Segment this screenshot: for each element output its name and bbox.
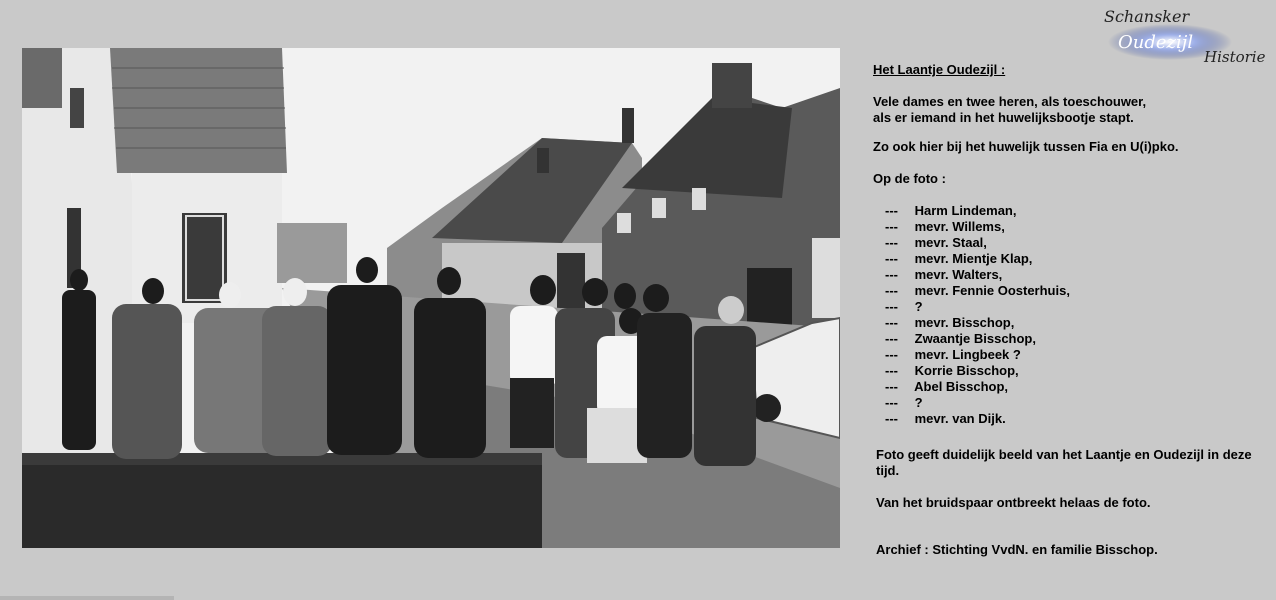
site-logo[interactable] — [1100, 4, 1270, 68]
list-dash: --- — [885, 203, 898, 218]
caption-wedding: Zo ook hier bij het huwelijk tussen Fia en U(i)pko. — [873, 139, 1179, 154]
logo-graphic — [1100, 4, 1270, 68]
photo-icon — [22, 48, 840, 548]
caption-on-photo-label: Op de foto : — [873, 171, 946, 186]
caption-title: Het Laantje Oudezijl : — [873, 62, 1006, 77]
list-dash: --- — [885, 395, 898, 410]
list-dash: --- — [885, 411, 898, 426]
list-item — [873, 315, 1273, 331]
list-dash: --- — [885, 315, 898, 330]
person-name: mevr. Walters, — [914, 267, 1003, 282]
logo-line2: Oudezijl — [1118, 32, 1194, 53]
person-name: mevr. Fennie Oosterhuis, — [914, 283, 1070, 298]
list-item — [873, 235, 1273, 251]
list-dash: --- — [885, 283, 898, 298]
logo-line1: Schansker — [1104, 7, 1190, 26]
list-item — [873, 251, 1273, 267]
person-name: mevr. van Dijk. — [914, 411, 1006, 426]
caption-intro-line1: Vele dames en twee heren, als toeschouwer, — [873, 94, 1147, 109]
person-name: Abel Bisschop, — [914, 379, 1009, 394]
person-name: mevr. Mientje Klap, — [914, 251, 1033, 266]
list-item — [873, 203, 1273, 219]
list-item — [873, 347, 1273, 363]
list-item — [873, 331, 1273, 347]
person-name: mevr. Bisschop, — [914, 315, 1015, 330]
caption-intro-line2: als er iemand in het huwelijksbootje stapt. — [873, 110, 1134, 125]
list-item — [873, 363, 1273, 379]
list-item — [873, 283, 1273, 299]
list-dash: --- — [885, 347, 898, 362]
list-item — [873, 395, 1273, 411]
caption-archive-credit: Archief : Stichting VvdN. en familie Bisschop. — [876, 542, 1158, 557]
list-dash: --- — [885, 379, 898, 394]
person-name: mevr. Willems, — [914, 219, 1005, 234]
list-dash: --- — [885, 331, 898, 346]
person-name: mevr. Staal, — [914, 235, 987, 250]
list-dash: --- — [885, 363, 898, 378]
list-item — [873, 411, 1273, 427]
person-name: mevr. Lingbeek ? — [914, 347, 1021, 362]
logo-line3: Historie — [1204, 48, 1266, 66]
list-dash: --- — [885, 235, 898, 250]
list-dash: --- — [885, 219, 898, 234]
list-dash: --- — [885, 267, 898, 282]
list-item — [873, 219, 1273, 235]
caption-missing-photo-note: Van het bruidspaar ontbreekt helaas de foto. — [876, 495, 1151, 510]
person-name: ? — [914, 395, 923, 410]
caption-intro — [873, 94, 1273, 126]
person-name: Harm Lindeman, — [914, 203, 1017, 218]
person-name: ? — [914, 299, 923, 314]
list-item — [873, 299, 1273, 315]
person-name: Zwaantje Bisschop, — [914, 331, 1036, 346]
list-item — [873, 267, 1273, 283]
caption-description: Foto geeft duidelijk beeld van het Laantje en Oudezijl in deze tijd. — [876, 447, 1252, 478]
list-dash: --- — [885, 251, 898, 266]
list-dash: --- — [885, 299, 898, 314]
photo-caption — [873, 62, 1273, 558]
list-item — [873, 379, 1273, 395]
person-name: Korrie Bisschop, — [914, 363, 1019, 378]
horizontal-scrollbar[interactable] — [0, 596, 174, 600]
people-list — [873, 203, 1273, 427]
historic-photo — [22, 48, 840, 548]
